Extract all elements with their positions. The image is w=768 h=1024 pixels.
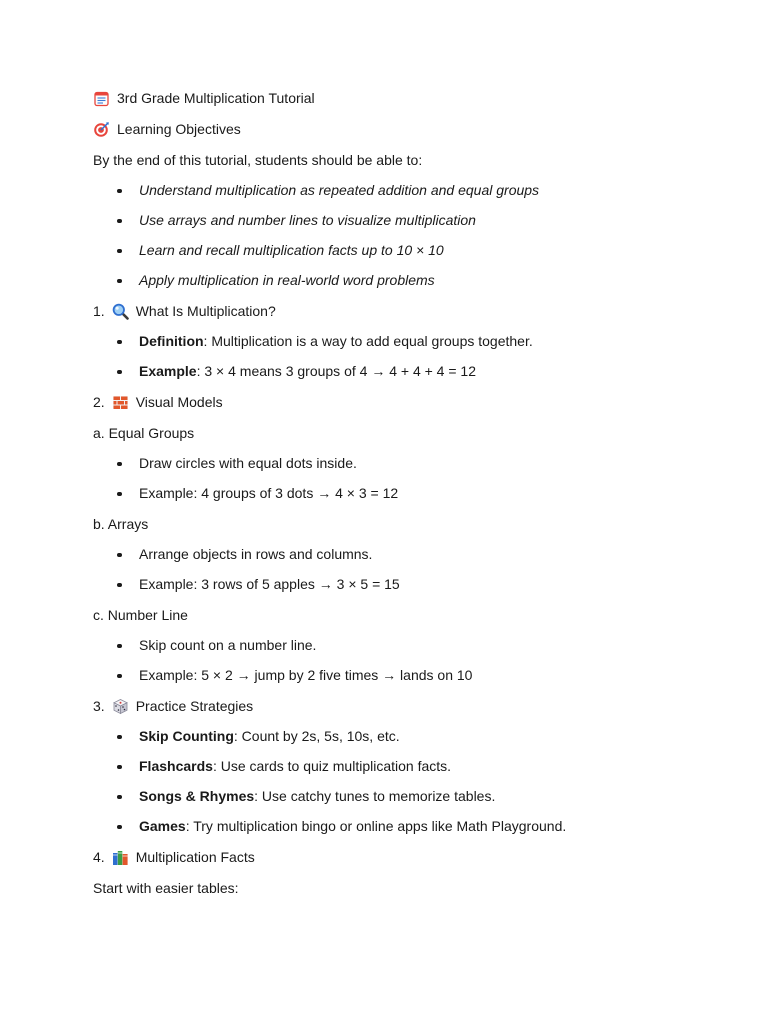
objectives-heading-text: Learning Objectives <box>117 121 241 137</box>
document-title <box>93 88 713 108</box>
objectives-list <box>93 180 713 290</box>
objectives-heading <box>93 119 713 139</box>
term-description: : Count by 2s, 5s, 10s, etc. <box>233 728 400 744</box>
list-item: Example: 4 groups of 3 dots → 4 × 3 = 12 <box>93 483 713 503</box>
list-item <box>93 786 713 806</box>
section-3-list <box>93 726 713 836</box>
subsection-a-list <box>93 453 713 503</box>
section-4-intro: Start with easier tables: <box>93 880 239 896</box>
term-label: Songs & Rhymes <box>139 788 255 804</box>
section-2-heading <box>93 392 713 412</box>
list-item: Learn and recall multiplication facts up to 10 × 10 <box>93 240 713 260</box>
list-item <box>93 756 713 776</box>
section-number: 2. <box>93 394 105 410</box>
term-description: : Use cards to quiz multiplication facts. <box>212 758 452 774</box>
document-title-text: 3rd Grade Multiplication Tutorial <box>117 90 315 106</box>
list-item: Example: 5 × 2 → jump by 2 five times → lands on 10 <box>93 665 713 685</box>
list-item: Example: 3 rows of 5 apples → 3 × 5 = 15 <box>93 574 713 594</box>
list-item: Understand multiplication as repeated addition and equal groups <box>93 180 713 200</box>
section-1-heading <box>93 301 713 321</box>
target-icon <box>93 121 110 138</box>
list-item <box>93 331 713 351</box>
term-label: Definition <box>139 333 204 349</box>
section-heading-text: What Is Multiplication? <box>135 303 276 319</box>
subsection-b-list <box>93 544 713 594</box>
section-heading-text: Multiplication Facts <box>135 849 255 865</box>
objectives-intro: By the end of this tutorial, students should be able to: <box>93 152 423 168</box>
section-1-list <box>93 331 713 381</box>
term-description: : Try multiplication bingo or online apps like Math Playground. <box>185 818 567 834</box>
list-item: Skip count on a number line. <box>93 635 713 655</box>
section-number: 1. <box>93 303 105 319</box>
magnifying-glass-icon <box>112 303 129 320</box>
books-icon <box>112 849 129 866</box>
section-heading-text: Visual Models <box>135 394 223 410</box>
list-item: Arrange objects in rows and columns. <box>93 544 713 564</box>
subsection-c-list <box>93 635 713 685</box>
term-label: Games <box>139 818 186 834</box>
term-description: : Use catchy tunes to memorize tables. <box>254 788 496 804</box>
die-icon <box>112 698 129 715</box>
section-number: 4. <box>93 849 105 865</box>
section-number: 3. <box>93 698 105 714</box>
section-3-heading <box>93 696 713 716</box>
list-item: Use arrays and number lines to visualize multiplication <box>93 210 713 230</box>
subsection-heading-a: a. Equal Groups <box>93 425 195 441</box>
term-description: : 3 × 4 means 3 groups of 4 → 4 + 4 + 4 = 12 <box>196 363 476 379</box>
subsection-heading-b: b. Arrays <box>93 516 149 532</box>
document-content <box>93 88 713 898</box>
term-label: Skip Counting <box>139 728 234 744</box>
subsection-heading-c: c. Number Line <box>93 607 188 623</box>
list-item: Apply multiplication in real-world word problems <box>93 270 713 290</box>
list-item <box>93 816 713 836</box>
term-label: Example <box>139 363 197 379</box>
spiral-notepad-icon <box>93 90 110 107</box>
brick-icon <box>112 394 129 411</box>
term-label: Flashcards <box>139 758 213 774</box>
list-item <box>93 726 713 746</box>
list-item <box>93 361 713 381</box>
term-description: : Multiplication is a way to add equal groups together. <box>203 333 533 349</box>
list-item: Draw circles with equal dots inside. <box>93 453 713 473</box>
section-heading-text: Practice Strategies <box>135 698 254 714</box>
section-4-heading <box>93 847 713 867</box>
